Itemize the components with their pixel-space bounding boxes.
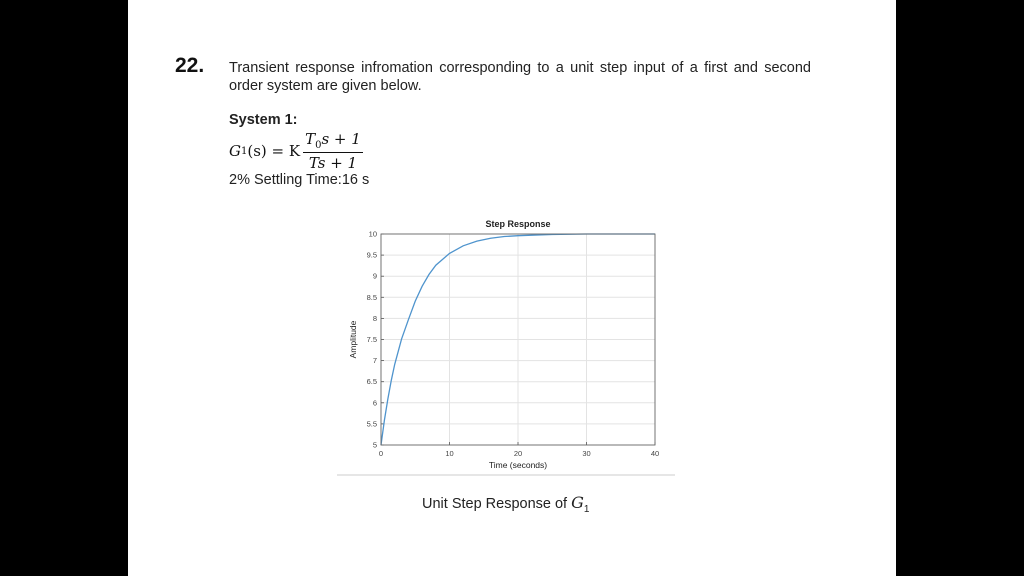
question-number: 22. bbox=[175, 54, 205, 77]
x-tick-label: 30 bbox=[582, 449, 591, 458]
y-tick-label: 5 bbox=[372, 440, 377, 450]
caption-sub: 1 bbox=[583, 503, 590, 515]
caption-symbol: G bbox=[571, 493, 584, 512]
transfer-function bbox=[229, 129, 363, 173]
caption-prefix: Unit Step Response of bbox=[422, 496, 572, 512]
y-tick-label: 8.5 bbox=[366, 292, 377, 302]
slide bbox=[128, 0, 896, 576]
x-tick-label: 40 bbox=[650, 449, 660, 458]
x-tick-label: 10 bbox=[445, 449, 454, 458]
system-title: System 1: bbox=[229, 112, 298, 128]
settling-time: 2% Settling Time:16 s bbox=[229, 172, 370, 188]
figure-caption bbox=[422, 493, 589, 515]
formula-fraction bbox=[303, 130, 363, 172]
formula-numerator: $T_0s + 1$ bbox=[305, 130, 361, 151]
y-tick-label: 10 bbox=[368, 229, 377, 239]
y-tick-label: 9.5 bbox=[366, 250, 377, 260]
formula-lhs-arg: (s) = K bbox=[247, 142, 301, 160]
formula-lhs-sub: 1 bbox=[240, 145, 248, 157]
y-axis-label: Amplitude bbox=[348, 320, 358, 359]
x-tick-label: 0 bbox=[378, 449, 384, 458]
y-tick-label: 6.5 bbox=[366, 377, 377, 387]
y-tick-label: 9 bbox=[372, 271, 377, 281]
question-text: Transient response infromation corresponding to a unit step input of a first and second order system are given below. bbox=[229, 60, 811, 94]
y-tick-label: 8 bbox=[372, 313, 377, 323]
chart-title: Step Response bbox=[485, 219, 551, 229]
formula-lhs: G bbox=[229, 142, 241, 160]
formula-denominator: Ts + 1 bbox=[308, 154, 358, 172]
x-tick-label: 20 bbox=[513, 449, 523, 458]
step-response-chart bbox=[336, 210, 676, 480]
y-tick-label: 7.5 bbox=[366, 335, 377, 344]
x-axis-label: Time (seconds) bbox=[488, 460, 548, 470]
y-tick-label: 5.5 bbox=[366, 419, 377, 429]
y-tick-label: 7 bbox=[372, 356, 377, 366]
y-tick-label: 6 bbox=[372, 398, 377, 408]
